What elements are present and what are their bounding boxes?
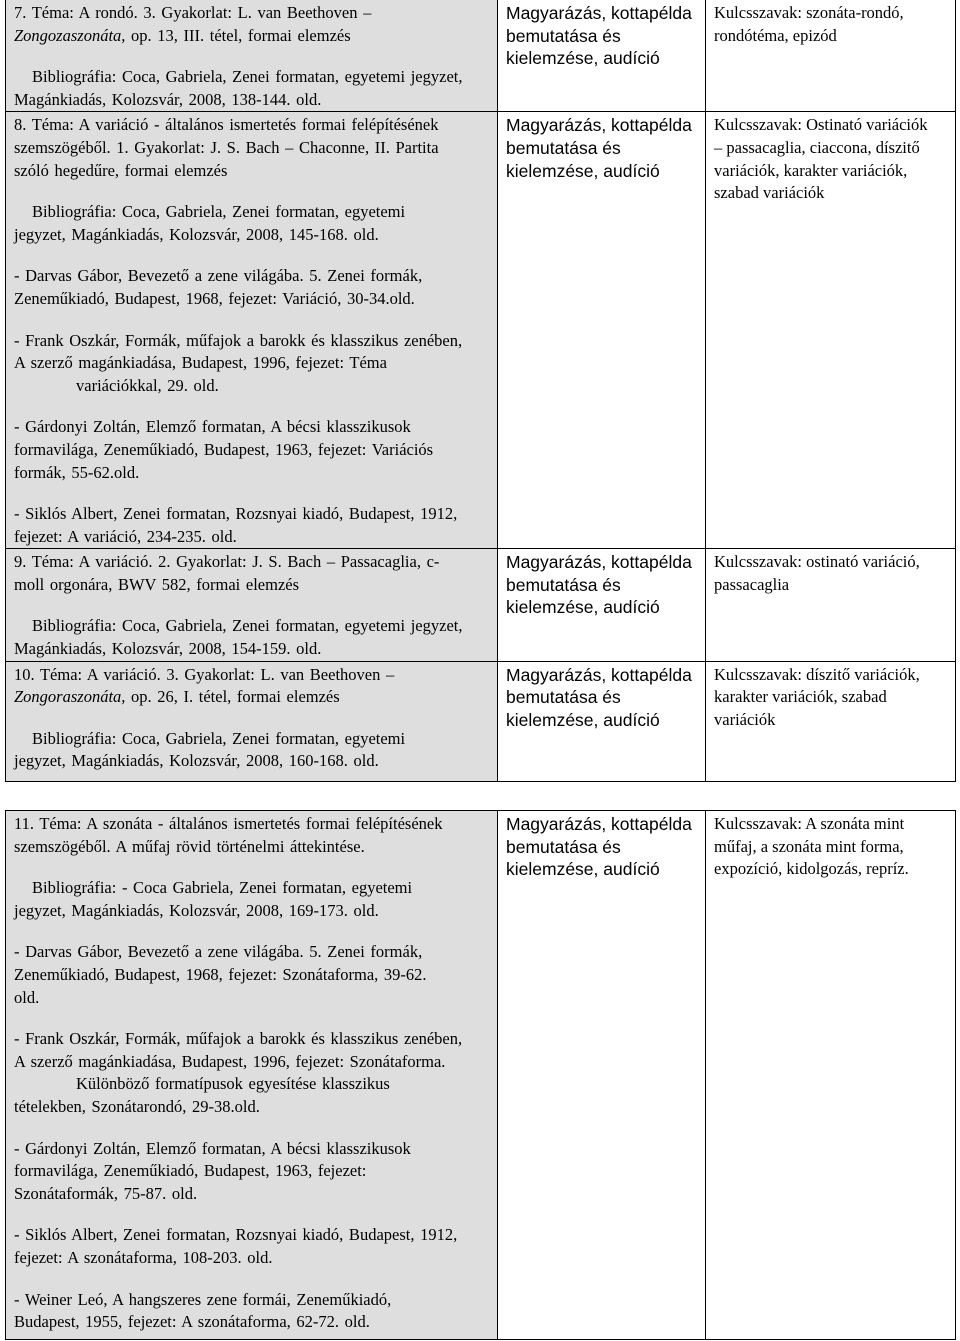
topic-line: Bibliográfia: Coca, Gabriela, Zenei formatan, egyetemi <box>32 202 406 222</box>
keywords-cell <box>706 811 956 1340</box>
topic-paragraph <box>14 66 492 111</box>
topic-paragraph <box>14 615 492 660</box>
lesson-row <box>6 549 956 661</box>
topic-line: Zongozaszonáta, op. 13, III. tétel, formai elemzés <box>14 25 351 45</box>
topic-paragraph <box>14 941 492 1009</box>
topic-paragraph <box>14 728 492 773</box>
topic-line: Zeneműkiadó, Budapest, 1968, fejezet: Variáció, 30-34.old. <box>14 288 415 308</box>
syllabus-table-body <box>6 0 956 781</box>
topic-cell <box>6 661 498 781</box>
topic-paragraph <box>14 1224 492 1269</box>
keywords-line: Kulcsszavak: Ostinató variációk <box>714 115 928 135</box>
topic-line: moll orgonára, BWV 582, formai elemzés <box>14 574 300 594</box>
method-cell <box>498 661 706 781</box>
keywords-line: Kulcsszavak: díszitő variációk, <box>714 664 920 684</box>
topic-line: - Siklós Albert, Zenei formatan, Rozsnyai kiadó, Budapest, 1912, <box>14 504 458 524</box>
keywords-line: variációk, karakter variációk, <box>714 160 908 180</box>
keywords-cell <box>706 0 956 112</box>
topic-line: szóló hegedűre, formai elemzés <box>14 160 228 180</box>
method-line: Magyarázás, kottapélda <box>506 664 692 685</box>
method-line: bemutatása és <box>506 836 621 857</box>
keywords-line: karakter variációk, szabad <box>714 687 887 707</box>
topic-paragraph <box>14 265 492 310</box>
topic-paragraph <box>14 551 492 596</box>
method-line: Magyarázás, kottapélda <box>506 814 692 834</box>
topic-line: Bibliográfia: Coca, Gabriela, Zenei formatan, egyetemi jegyzet, <box>32 67 463 87</box>
topic-line: tételekben, Szonátarondó, 29-38.old. <box>14 1096 260 1116</box>
topic-paragraph <box>14 877 492 922</box>
topic-line: - Weiner Leó, A hangszeres zene formái, Zeneműkiadó, <box>14 1289 392 1309</box>
topic-line: A szerző magánkiadása, Budapest, 1996, fejezet: Szonátaforma. <box>14 1051 446 1071</box>
topic-cell <box>6 811 498 1340</box>
topic-line: - Darvas Gábor, Bevezető a zene világába. 5. Zenei formák, <box>14 266 423 286</box>
topic-paragraph <box>14 201 492 246</box>
lesson-row <box>6 661 956 781</box>
topic-line: Bibliográfia: - Coca Gabriela, Zenei formatan, egyetemi <box>32 878 413 898</box>
method-line: bemutatása és <box>506 25 621 46</box>
topic-cell <box>6 0 498 112</box>
topic-line: old. <box>14 987 40 1007</box>
topic-line: variációkkal, 29. old. <box>76 375 219 395</box>
topic-line: jegyzet, Magánkiadás, Kolozsvár, 2008, 169-173. old. <box>14 900 379 920</box>
topic-line: - Gárdonyi Zoltán, Elemző formatan, A bécsi klasszikusok <box>14 417 411 437</box>
method-cell <box>498 0 706 112</box>
topic-line: Magánkiadás, Kolozsvár, 2008, 154-159. old. <box>14 639 322 659</box>
topic-line: - Gárdonyi Zoltán, Elemző formatan, A bécsi klasszikusok <box>14 1138 411 1158</box>
topic-paragraph <box>14 664 492 709</box>
topic-line: A szerző magánkiadása, Budapest, 1996, fejezet: Téma <box>14 353 387 373</box>
method-cell <box>498 549 706 661</box>
topic-paragraph <box>14 114 492 182</box>
topic-line: 10. Téma: A variáció. 3. Gyakorlat: L. van Beethoven – <box>14 664 395 684</box>
lesson-row <box>6 112 956 549</box>
method-cell <box>498 811 706 1340</box>
topic-line: Különböző formatípusok egyesítése klasszikus <box>76 1074 390 1094</box>
topic-paragraph <box>14 503 492 548</box>
topic-line: - Frank Oszkár, Formák, műfajok a barokk és klasszikus zenében, <box>14 1029 463 1049</box>
topic-paragraph <box>14 1138 492 1206</box>
topic-line: Szonátaformák, 75-87. old. <box>14 1183 198 1203</box>
topic-line: Budapest, 1955, fejezet: A szonátaforma, 62-72. old. <box>14 1312 370 1332</box>
keywords-cell <box>706 112 956 549</box>
lesson-row <box>6 811 956 1340</box>
topic-paragraph <box>14 330 492 398</box>
keywords-cell <box>706 549 956 661</box>
method-line: bemutatása és <box>506 137 621 158</box>
keywords-line: Kulcsszavak: szonáta-rondó, <box>714 3 904 22</box>
topic-line: formavilága, Zeneműkiadó, Budapest, 1963, fejezet: Variációs <box>14 439 434 459</box>
method-line: kielemzése, audíció <box>506 48 660 69</box>
method-line: bemutatása és <box>506 574 621 595</box>
topic-cell <box>6 112 498 549</box>
topic-line: Magánkiadás, Kolozsvár, 2008, 138-144. old. <box>14 89 322 109</box>
method-line: kielemzése, audíció <box>506 597 660 618</box>
topic-line: 11. Téma: A szonáta - általános ismertetés formai felépítésének <box>14 814 443 833</box>
method-line: bemutatása és <box>506 687 621 708</box>
topic-paragraph <box>14 416 492 484</box>
work-title: Zongozaszonáta, <box>14 25 126 45</box>
topic-line: fejezet: A variáció, 234-235. old. <box>14 526 237 546</box>
method-line: kielemzése, audíció <box>506 859 660 880</box>
topic-line: - Frank Oszkár, Formák, műfajok a barokk és klasszikus zenében, <box>14 330 463 350</box>
topic-line: jegyzet, Magánkiadás, Kolozsvár, 2008, 160-168. old. <box>14 751 379 771</box>
keywords-line: variációk <box>714 709 776 729</box>
topic-line: Bibliográfia: Coca, Gabriela, Zenei formatan, egyetemi jegyzet, <box>32 616 463 636</box>
method-line: Magyarázás, kottapélda <box>506 3 692 23</box>
topic-line: Zongoraszonáta, op. 26, I. tétel, formai elemzés <box>14 687 340 707</box>
topic-line: Bibliográfia: Coca, Gabriela, Zenei formatan, egyetemi <box>32 728 406 748</box>
topic-paragraph <box>14 813 492 858</box>
keywords-line: expozíció, kidolgozás, repríz. <box>714 859 909 879</box>
topic-line: formák, 55-62.old. <box>14 462 140 482</box>
keywords-line: szabad variációk <box>714 183 825 203</box>
syllabus-table-continued-body <box>6 811 956 1340</box>
topic-line: formavilága, Zeneműkiadó, Budapest, 1963, fejezet: <box>14 1161 367 1181</box>
topic-line: 9. Téma: A variáció. 2. Gyakorlat: J. S. Bach – Passacaglia, c- <box>14 552 440 572</box>
keywords-line: műfaj, a szonáta mint forma, <box>714 836 904 856</box>
keywords-line: – passacaglia, ciaccona, díszitő <box>714 137 920 157</box>
method-line: Magyarázás, kottapélda <box>506 552 692 573</box>
keywords-line: passacaglia <box>714 574 790 594</box>
topic-line: szemszögéből. A műfaj rövid történelmi áttekintése. <box>14 836 365 856</box>
lesson-row <box>6 0 956 112</box>
topic-cell <box>6 549 498 661</box>
method-line: Magyarázás, kottapélda <box>506 115 692 136</box>
topic-line: 8. Téma: A variáció - általános ismertetés formai felépítésének <box>14 115 439 135</box>
topic-line: - Darvas Gábor, Bevezető a zene világába. 5. Zenei formák, <box>14 942 423 962</box>
work-title: Zongoraszonáta, <box>14 687 126 707</box>
syllabus-table-continued <box>5 810 956 1340</box>
keywords-line: rondótéma, epizód <box>714 25 837 45</box>
topic-line: Zeneműkiadó, Budapest, 1968, fejezet: Szonátaforma, 39-62. <box>14 964 427 984</box>
method-line: kielemzése, audíció <box>506 709 660 730</box>
topic-line: jegyzet, Magánkiadás, Kolozsvár, 2008, 145-168. old. <box>14 224 379 244</box>
keywords-line: Kulcsszavak: A szonáta mint <box>714 814 905 833</box>
topic-line: - Siklós Albert, Zenei formatan, Rozsnyai kiadó, Budapest, 1912, <box>14 1225 458 1245</box>
topic-line: fejezet: A szonátaforma, 108-203. old. <box>14 1247 273 1267</box>
keywords-line: Kulcsszavak: ostinató variáció, <box>714 552 920 572</box>
topic-line: szemszögéből. 1. Gyakorlat: J. S. Bach – Chaconne, II. Partita <box>14 137 439 157</box>
topic-line: 7. Téma: A rondó. 3. Gyakorlat: L. van Beethoven – <box>14 3 372 22</box>
topic-paragraph <box>14 1028 492 1118</box>
syllabus-table <box>5 0 956 782</box>
method-line: kielemzése, audíció <box>506 160 660 181</box>
topic-paragraph <box>14 1289 492 1334</box>
method-cell <box>498 112 706 549</box>
topic-paragraph <box>14 2 492 47</box>
keywords-cell <box>706 661 956 781</box>
